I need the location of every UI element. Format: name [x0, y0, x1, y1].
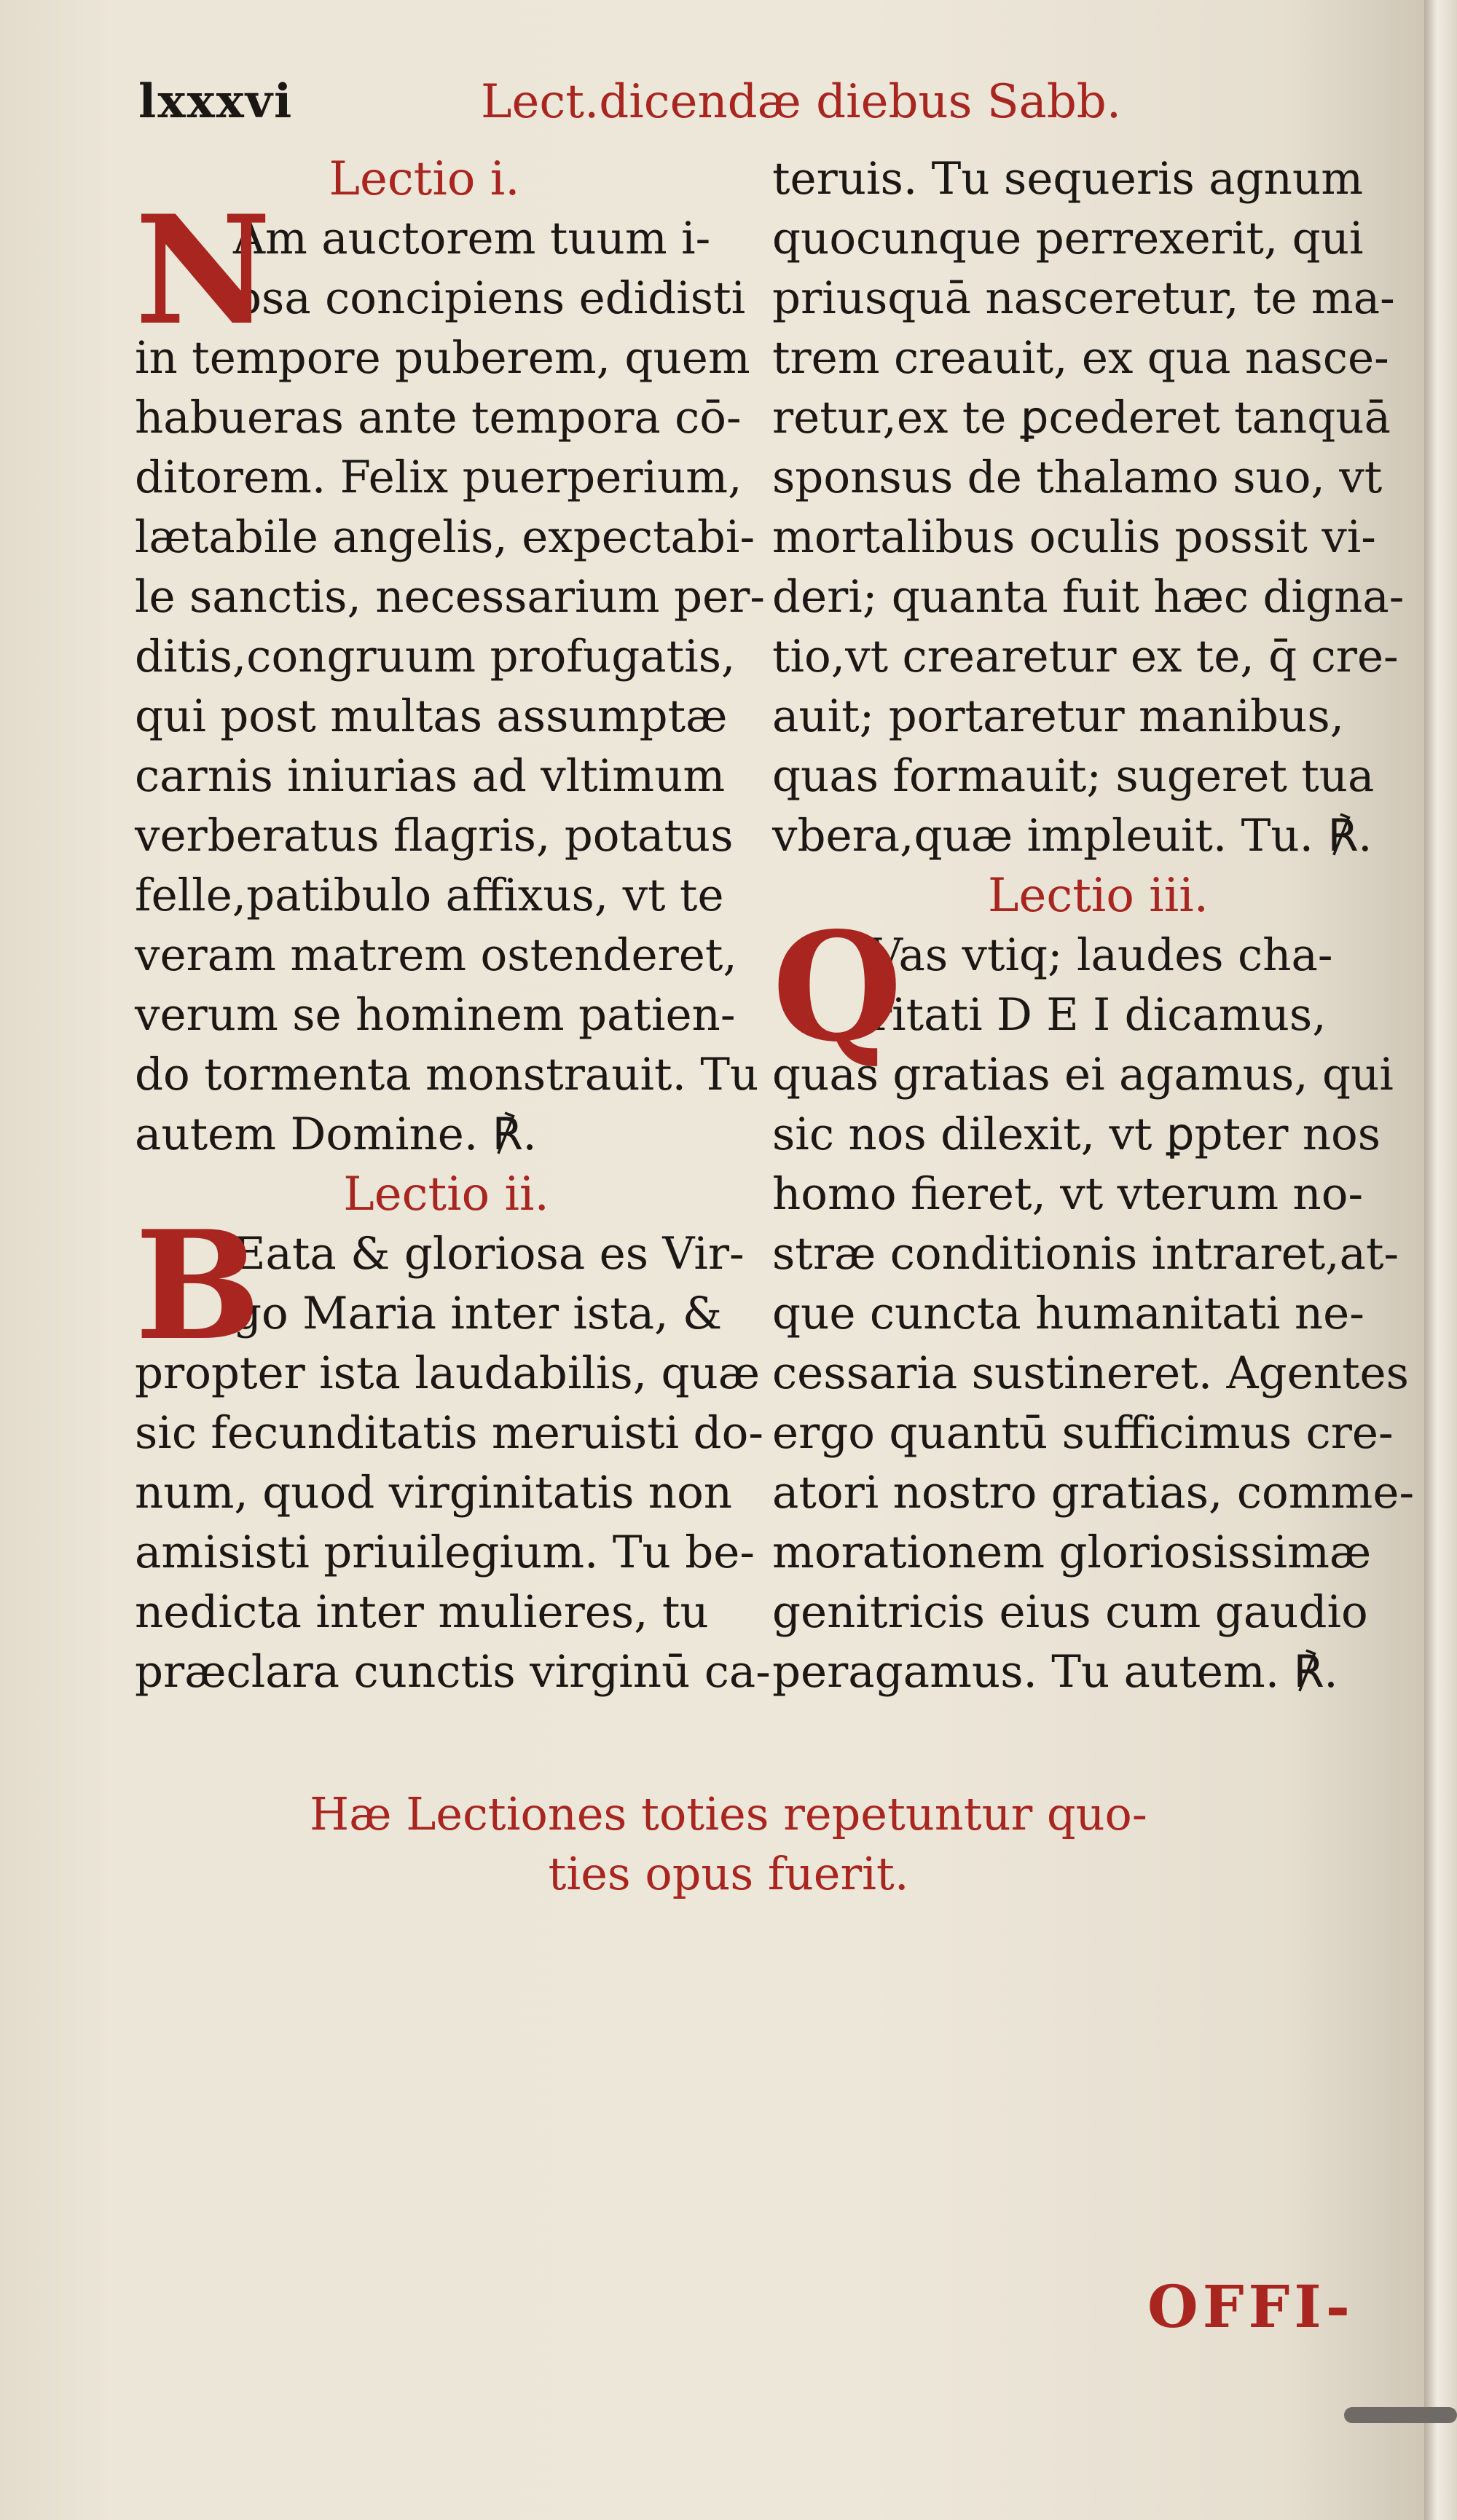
text-line: auit; portaretur manibus,: [772, 690, 1345, 742]
text-line: Am auctorem tuum i-: [233, 213, 711, 264]
text-line: Eata & gloriosa es Vir-: [233, 1228, 745, 1280]
folio-number: lxxxvi: [138, 74, 294, 129]
text-line: quas formauit; sugeret tua: [772, 750, 1375, 802]
rubric-note-line-1: Hæ Lectiones toties repetuntur quo-: [310, 1787, 1147, 1840]
text-line: num, quod virginitatis non: [135, 1467, 733, 1519]
text-line: felle,patibulo affixus, vt te: [135, 870, 724, 921]
text-line: amisisti priuilegium. Tu be-: [135, 1527, 755, 1578]
text-line: que cuncta humanitati ne-: [772, 1288, 1364, 1339]
text-line: homo fieret, vt vterum no-: [772, 1168, 1364, 1220]
text-line: carnis iniurias ad vltimum: [135, 750, 726, 802]
dropcap-q: Q: [772, 900, 903, 1075]
text-line: sic nos dilexit, vt ꝑpter nos: [772, 1109, 1381, 1160]
text-line: peragamus. Tu autem. ℟.: [772, 1646, 1338, 1698]
dropcap-n: N: [135, 184, 272, 358]
text-line: ritati D E I dicamus,: [871, 989, 1327, 1041]
left-column: [135, 149, 779, 1702]
text-line: trem creauit, ex qua nasce-: [772, 332, 1389, 384]
lesson-2-body: [135, 1199, 779, 1702]
text-line: nedicta inter mulieres, tu: [135, 1586, 709, 1638]
text-line: lætabile angelis, expectabi-: [135, 511, 755, 563]
lesson-1-body: [135, 184, 779, 1165]
lesson-3-heading: Lectio iii.: [987, 869, 1209, 923]
catchword: OFFI-: [1147, 2272, 1354, 2341]
text-line: Vas vtiq; laudes cha-: [871, 929, 1333, 981]
text-line: propter ista laudabilis, quæ: [135, 1347, 761, 1399]
text-line: cessaria sustineret. Agentes: [772, 1347, 1409, 1399]
text-line: priusquā nasceretur, te ma-: [772, 272, 1395, 324]
page-gutter: [1424, 0, 1457, 2520]
text-line: le sanctis, necessarium per-: [135, 571, 765, 623]
text-line: vbera,quæ impleuit. Tu. ℟.: [772, 810, 1372, 862]
text-line: verum se hominem patien-: [135, 989, 736, 1041]
text-line: veram matrem ostenderet,: [135, 929, 737, 981]
text-line: ergo quantū sufficimus cre-: [772, 1407, 1394, 1459]
running-title: Lect.dicendæ diebus Sabb.: [481, 75, 1122, 129]
text-line: atori nostro gratias, comme-: [772, 1467, 1415, 1519]
text-line: autem Domine. ℟.: [135, 1109, 537, 1160]
text-line: tio,vt crearetur ex te, q̄ cre-: [772, 631, 1399, 682]
dropcap-b: B: [135, 1199, 262, 1374]
text-line: do tormenta monstrauit. Tu: [135, 1049, 759, 1100]
text-line: sic fecunditatis meruisti do-: [135, 1407, 763, 1459]
text-line: stræ conditionis intraret,at-: [772, 1228, 1399, 1280]
text-line: ditorem. Felix puerperium,: [135, 452, 742, 503]
text-line: genitricis eius cum gaudio: [772, 1586, 1368, 1638]
text-line: retur,ex te ꝑcederet tanquā: [772, 392, 1391, 444]
text-line: qui post multas assumptæ: [135, 690, 728, 742]
text-line: præclara cunctis virginū ca-: [135, 1646, 771, 1698]
text-line: in tempore puberem, quem: [135, 332, 750, 384]
text-line: quas gratias ei agamus, qui: [772, 1049, 1394, 1100]
text-line: morationem gloriosissimæ: [772, 1527, 1372, 1578]
rubric-note: [0, 1784, 1457, 1904]
text-line: teruis. Tu sequeris agnum: [772, 153, 1364, 205]
text-line: mortalibus oculis possit vi-: [772, 511, 1376, 563]
text-line: sponsus de thalamo suo, vt: [772, 452, 1383, 503]
text-line: quocunque perrexerit, qui: [772, 213, 1364, 264]
lesson-1-heading: Lectio i.: [329, 152, 520, 206]
text-line: go Maria inter ista, &: [233, 1288, 723, 1339]
lesson-3-body: [772, 900, 1417, 1702]
rubric-note-line-2: ties opus fuerit.: [548, 1847, 909, 1900]
text-line: ditis,congruum profugatis,: [135, 631, 736, 682]
text-line: psa concipiens edidisti: [233, 272, 746, 324]
text-line: habueras ante tempora cō-: [135, 392, 742, 444]
text-line: deri; quanta fuit hæc digna-: [772, 571, 1405, 623]
right-column: [772, 149, 1417, 1702]
metal-clasp: [1344, 2407, 1457, 2423]
text-line: verberatus flagris, potatus: [135, 810, 734, 862]
lesson-2-heading: Lectio ii.: [343, 1168, 549, 1221]
